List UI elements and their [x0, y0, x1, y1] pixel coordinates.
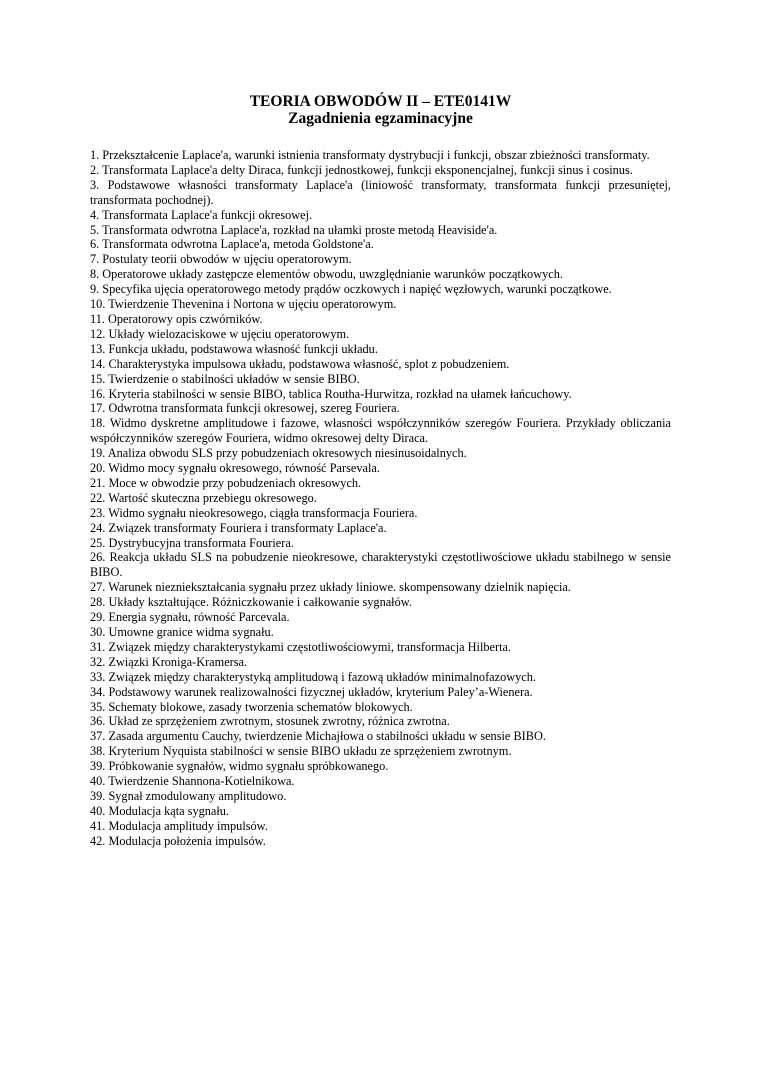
- exam-topic-item: 40. Modulacja kąta sygnału.: [90, 803, 229, 818]
- exam-topic-item: 38. Kryterium Nyquista stabilności w sensie BIBO układu ze sprzężeniem zwrotnym.: [90, 744, 512, 759]
- exam-topic-item: 25. Dystrybucyjna transformata Fouriera.: [90, 535, 294, 550]
- exam-topic-item: 17. Odwrotna transformata funkcji okresowej, szereg Fouriera.: [90, 401, 400, 416]
- exam-topic-item: 20. Widmo mocy sygnału okresowego, równość Parsevala.: [90, 461, 380, 476]
- exam-topic-item: 27. Warunek niezniekształcania sygnału przez układy liniowe. skompensowany dzielnik napięcia.: [90, 580, 571, 595]
- document-title: TEORIA OBWODÓW II – ETE0141W: [249, 93, 512, 110]
- exam-topic-item: 19. Analiza obwodu SLS przy pobudzeniach okresowych niesinusoidalnych.: [90, 446, 467, 461]
- exam-topic-item: 8. Operatorowe układy zastępcze elementów obwodu, uwzględnianie warunków początkowych.: [90, 267, 563, 282]
- exam-topic-item: 21. Moce w obwodzie przy pobudzeniach okresowych.: [90, 475, 362, 490]
- exam-topic-item: 7. Postulaty teorii obwodów w ujęciu operatorowym.: [90, 252, 352, 267]
- exam-topic-item: 4. Transformata Laplace'a funkcji okresowej.: [90, 207, 313, 222]
- exam-topic-item: 33. Związek między charakterystyką amplitudową i fazową układów minimalnofazowych.: [90, 669, 536, 684]
- exam-topic-item: 15. Twierdzenie o stabilności układów w sensie BIBO.: [90, 371, 360, 386]
- exam-topic-item: 31. Związek między charakterystykami częstotliwościowymi, transformacja Hilberta.: [90, 639, 512, 654]
- exam-topic-item: 36. Układ ze sprzężeniem zwrotnym, stosunek zwrotny, różnica zwrotna.: [90, 714, 450, 729]
- exam-topic-item: 12. Układy wielozaciskowe w ujęciu operatorowym.: [90, 326, 350, 341]
- exam-topic-item: 30. Umowne granice widma sygnału.: [90, 625, 274, 639]
- exam-topic-item: 14. Charakterystyka impulsowa układu, podstawowa własność, splot z pobudzeniem.: [90, 356, 510, 371]
- exam-topic-item: 2. Transformata Laplace'a delty Diraca, funkcji jednostkowej, funkcji eksponencjalnej, funkcji sinus i cosinus.: [90, 162, 633, 177]
- exam-topic-item: 22. Wartość skuteczna przebiegu okresowego.: [90, 490, 317, 505]
- document-subtitle: Zagadnienia egzaminacyjne: [288, 110, 473, 127]
- exam-topic-item: 9. Specyfika ujęcia operatorowego metody prądów oczkowych i napięć węzłowych, warunki początkowe.: [90, 282, 612, 297]
- exam-topic-item: 3. Podstawowe własności transformaty Laplace'a (liniowość transformaty, transformata funkcji przesuniętej, transformata pochodnej).: [90, 177, 671, 207]
- exam-topics-list: [90, 148, 671, 849]
- exam-topic-item: 1. Przekształcenie Laplace'a, warunki istnienia transformaty dystrybucji i funkcji, obszar zbieżności transformaty.: [90, 148, 650, 162]
- exam-topic-item: 32. Związki Kroniga-Kramersa.: [90, 654, 248, 669]
- exam-topic-item: 40. Twierdzenie Shannona-Kotielnikowa.: [90, 774, 295, 789]
- exam-topic-item: 6. Transformata odwrotna Laplace'a, metoda Goldstone'a.: [90, 237, 374, 252]
- exam-topic-item: 13. Funkcja układu, podstawowa własność funkcji układu.: [90, 341, 378, 356]
- exam-topic-item: 16. Kryteria stabilności w sensie BIBO, tablica Routha-Hurwitza, rozkład na ułamek łańcuchowy.: [90, 386, 572, 401]
- exam-topic-item: 29. Energia sygnału, równość Parcevala.: [90, 610, 290, 625]
- exam-topic-item: 10. Twierdzenie Thevenina i Nortona w ujęciu operatorowym.: [90, 297, 397, 312]
- exam-topic-item: 35. Schematy blokowe, zasady tworzenia schematów blokowych.: [90, 699, 413, 714]
- exam-topic-item: 34. Podstawowy warunek realizowalności fizycznej układów, kryterium Paley’a-Wienera.: [90, 684, 533, 699]
- exam-topic-item: 5. Transformata odwrotna Laplace'a, rozkład na ułamki proste metodą Heaviside'a.: [90, 222, 498, 237]
- exam-topic-item: 18. Widmo dyskretne amplitudowe i fazowe, własności współczynników szeregów Fouriera. Przykłady obliczania współczynników szeregów Fouriera, widmo okresowej delty Diraca.: [90, 416, 671, 446]
- exam-topic-item: 42. Modulacja położenia impulsów.: [90, 833, 266, 848]
- document-page: [90, 93, 671, 849]
- exam-topic-item: 26. Reakcja układu SLS na pobudzenie nieokresowe, charakterystyki częstotliwościowe układu stabilnego w sensie BIBO.: [90, 550, 671, 580]
- exam-topic-item: 24. Związek transformaty Fouriera i transformaty Laplace'a.: [90, 520, 387, 535]
- exam-topic-item: 41. Modulacja amplitudy impulsów.: [90, 818, 268, 833]
- exam-topic-item: 37. Zasada argumentu Cauchy, twierdzenie Michajłowa o stabilności układu w sensie BIBO.: [90, 729, 546, 744]
- exam-topic-item: 28. Układy kształtujące. Różniczkowanie i całkowanie sygnałów.: [90, 595, 412, 610]
- exam-topic-item: 23. Widmo sygnału nieokresowego, ciągła transformacja Fouriera.: [90, 505, 418, 520]
- exam-topic-item: 39. Sygnał zmodulowany amplitudowo.: [90, 788, 287, 803]
- exam-topic-item: 11. Operatorowy opis czwórników.: [90, 311, 263, 326]
- exam-topic-item: 39. Próbkowanie sygnałów, widmo sygnału spróbkowanego.: [90, 759, 389, 774]
